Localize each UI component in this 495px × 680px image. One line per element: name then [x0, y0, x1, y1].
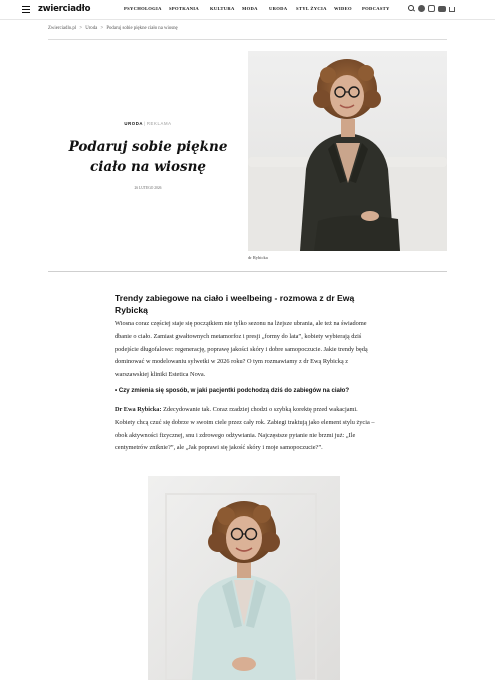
page-title-line-2: ciało na wiosnę: [89, 159, 206, 175]
cart-icon[interactable]: [449, 7, 455, 12]
ad-label: REKLAMA: [146, 121, 172, 126]
article-paragraph: Wiosna coraz częściej staje się początkiem nie tylko sezonu na lżejsze ubrania, ale też na świadome dbanie o ciało. Zamiast gwałtownych metamorfoz i presji „formy do lata”, kobiety wybierają dziś podejście długofalowe: regenerację, poprawę jakości skóry i dobre samopoczucie. Jakie trendy będą dominować w modelowaniu sylwetki w 2026 roku? O tym rozmawiamy z dr Ewą Rybicką z warszawskiej kliniki Estetica Nova.: [115, 320, 368, 379]
nav-item-psychologia[interactable]: PSYCHOLOGIA: [124, 6, 162, 11]
header-icons: [408, 5, 455, 12]
publish-date: 26 LUTEGO 2026: [134, 186, 162, 190]
breadcrumb-current: Podaruj sobie piękne ciało na wiosnę: [106, 26, 178, 31]
divider: [48, 271, 447, 272]
breadcrumb-separator: >: [100, 26, 104, 31]
interview-question: • Czy zmienia się sposób, w jaki pacjentki podchodzą dziś do zabiegów na ciało?: [115, 387, 350, 394]
speaker-name: Dr Ewa Rybicka:: [115, 406, 162, 413]
breadcrumb-separator: >: [79, 26, 83, 31]
portrait-light-suit-image: [148, 476, 340, 680]
breadcrumb-section[interactable]: Uroda: [85, 26, 98, 31]
nav-item-wideo[interactable]: WIDEO: [334, 6, 352, 11]
hero-photo: [248, 51, 447, 251]
nav-item-styl-zycia[interactable]: STYL ŻYCIA: [296, 6, 327, 11]
breadcrumb-home[interactable]: Zwierciadlo.pl: [48, 26, 77, 31]
instagram-icon[interactable]: [428, 5, 435, 12]
page-title: [60, 137, 236, 177]
nav-item-moda[interactable]: MODA: [242, 6, 258, 11]
photo-caption: dr Rybicka: [248, 255, 268, 260]
article-kicker: URODA|REKLAMA: [124, 121, 172, 126]
nav-item-podcasty[interactable]: PODCASTY: [362, 6, 390, 11]
article-title: Trendy zabiegowe na ciało i weelbeing - rozmowa z dr Ewą Rybicką: [115, 293, 355, 315]
nav-item-kultura[interactable]: KULTURA: [210, 6, 235, 11]
nav-item-spotkania[interactable]: SPOTKANIA: [169, 6, 200, 11]
youtube-icon[interactable]: [438, 6, 446, 12]
site-logo[interactable]: zwierciadło: [38, 4, 91, 14]
top-navigation-bar: [0, 0, 495, 20]
article-photo: [148, 476, 340, 680]
nav-item-uroda[interactable]: URODA: [269, 6, 288, 11]
interview-answer: [115, 404, 377, 455]
facebook-icon[interactable]: [418, 5, 425, 12]
main-nav: [124, 6, 392, 11]
portrait-dark-suit-image: [248, 51, 447, 251]
page-title-line-1: Podaruj sobie piękne: [68, 139, 228, 155]
menu-icon[interactable]: [22, 6, 30, 13]
search-icon[interactable]: [408, 5, 415, 12]
category-label[interactable]: URODA: [124, 121, 144, 126]
answer-text: Zdecydowanie tak. Coraz rzadziej chodzi o szybką korektę przed wakacjami. Kobiety chcą czuć się dobrze w swoim ciele przez cały rok. Zabiegi traktują jako element stylu życia – obok aktywności fizycznej, snu i zdrowego odżywiania. Najczęstsze pytanie nie brzmi już: „Ile centymetrów zniknie?”, ale „Jak poprawi się jakość skóry i moje samopoczucie?”.: [115, 406, 375, 452]
divider: [48, 39, 447, 40]
breadcrumb: [48, 26, 178, 31]
